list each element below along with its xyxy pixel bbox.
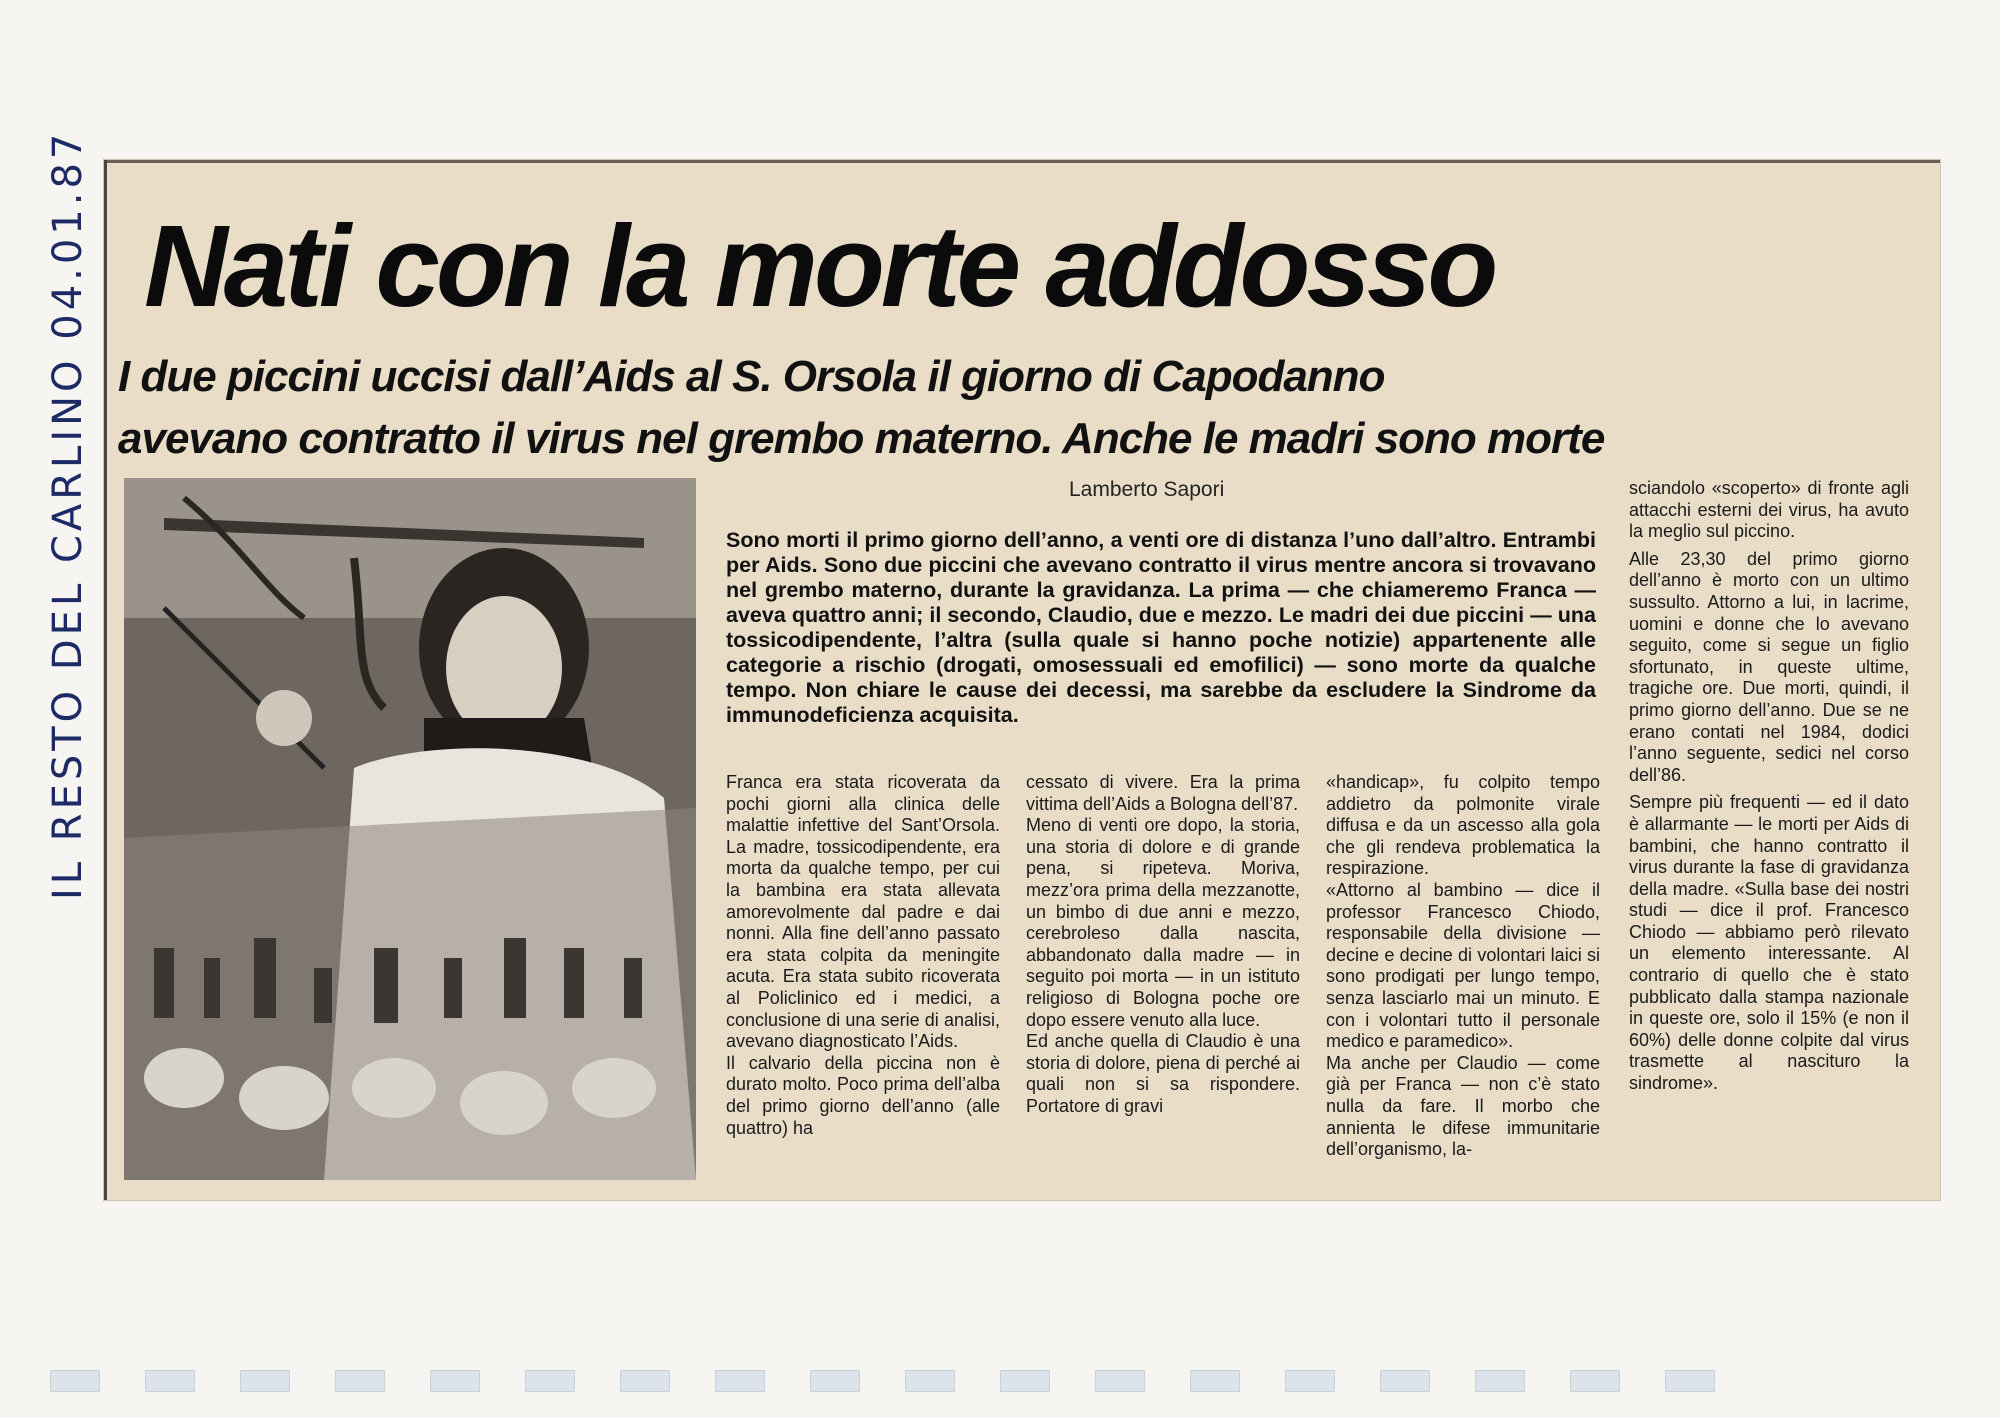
headline: Nati con la morte addosso bbox=[144, 201, 1495, 331]
binder-tab bbox=[335, 1370, 385, 1392]
binder-tab bbox=[810, 1370, 860, 1392]
top-rule bbox=[104, 160, 1940, 163]
binder-tab bbox=[905, 1370, 955, 1392]
binder-tab bbox=[1000, 1370, 1050, 1392]
binder-tab bbox=[50, 1370, 100, 1392]
binder-tab bbox=[1475, 1370, 1525, 1392]
subheadline-line1: I due piccini uccisi dall’Aids al S. Orsola il giorno di Capodanno bbox=[118, 352, 1385, 401]
binder-tabs bbox=[40, 1370, 1720, 1392]
paragraph: Il calvario della piccina non è durato molto. Poco prima dell’alba del primo giorno dell’anno (alle quattro) ha bbox=[726, 1052, 1000, 1138]
article-column-3 bbox=[1326, 772, 1600, 1161]
lede-paragraph: Sono morti il primo giorno dell’anno, a venti ore di distanza l’uno dall’altro. Entrambi per Aids. Sono due piccini che avevano contratto il virus mentre ancora si trovavano nel grembo materno, durante la gravidanza. La prima — che chiameremo Franca — aveva quattro anni; il secondo, Claudio, due e mezzo. Le madri dei due piccini — una tossicodipendente, l’altra (sulla quale si hanno poche notizie) appartenente alle categorie a rischio (drogati, omosessuali ed emofilici) — sono morte da qualche tempo. Non chiare le cause dei decessi, ma sarebbe da escludere la Sindrome da immunodeficienza acquisita. bbox=[726, 528, 1596, 727]
paragraph: Meno di venti ore dopo, la storia, una storia di dolore e di grande pena, si ripeteva. Moriva, mezz’ora prima della mezzanotte, un bimbo di due anni e mezzo, cerebroleso dalla nascita, abbandonato dalla madre — in seguito poi morta — in un istituto religioso di Bologna poche ore dopo essere venuto alla luce. bbox=[1026, 815, 1300, 1030]
binder-tab bbox=[240, 1370, 290, 1392]
binder-tab bbox=[1095, 1370, 1145, 1392]
newspaper-clipping bbox=[104, 160, 1940, 1200]
paragraph: Ma anche per Claudio — come già per Franca — non c’è stato nulla da fare. Il morbo che annienta le difese immunitarie dell’organismo, la- bbox=[1326, 1052, 1600, 1160]
subheadline bbox=[118, 346, 1878, 470]
paragraph: sciandolo «scoperto» di fronte agli attacchi esterni dei virus, ha avuto la meglio sul piccino. bbox=[1629, 478, 1909, 542]
paragraph: «handicap», fu colpito tempo addietro da polmonite virale diffusa e da un ascesso alla gola che gli rendeva problematica la respirazione. bbox=[1326, 772, 1600, 879]
paragraph: Ed anche quella di Claudio è una storia di dolore, piena di perché ai quali non si sa rispondere. Portatore di gravi bbox=[1026, 1031, 1300, 1116]
annotation-text: IL RESTO DEL CARLINO 04.01.87 bbox=[45, 129, 91, 900]
article-column-2 bbox=[1026, 772, 1300, 1118]
binder-tab bbox=[1570, 1370, 1620, 1392]
paragraph: Franca era stata ricoverata da pochi giorni alla clinica delle malattie infettive del Sant’Orsola. La madre, tossicodipendente, era morta da qualche tempo, per cui la bambina era stata allevata amorevolmente dal padre e dai nonni. Alla fine dell’anno passato era stata colpita da meningite acuta. Era stata subito ricoverata al Policlinico ed i medici, a conclusione di una serie di analisi, avevano diagnosticato l’Aids. bbox=[726, 772, 1000, 1052]
laboratory-photo bbox=[124, 478, 696, 1180]
article-column-4 bbox=[1629, 478, 1909, 1095]
binder-tab bbox=[620, 1370, 670, 1392]
binder-tab bbox=[145, 1370, 195, 1392]
subheadline-line2: avevano contratto il virus nel grembo materno. Anche le madri sono morte bbox=[118, 414, 1605, 463]
binder-tab bbox=[430, 1370, 480, 1392]
binder-tab bbox=[1380, 1370, 1430, 1392]
binder-tab bbox=[1285, 1370, 1335, 1392]
binder-tab bbox=[1190, 1370, 1240, 1392]
clipping-edge bbox=[104, 160, 107, 1200]
paragraph: «Attorno al bambino — dice il professor Francesco Chiodo, responsabile della divisione — decine e decine di volontari laici si sono prodigati per lungo tempo, senza lasciarlo mai un minuto. E con i volontari tutto il personale medico e paramedico». bbox=[1326, 879, 1600, 1052]
byline: Lamberto Sapori bbox=[1069, 478, 1225, 501]
binder-tab bbox=[1665, 1370, 1715, 1392]
binder-tab bbox=[525, 1370, 575, 1392]
photo-illustration bbox=[124, 478, 696, 1180]
article-column-1 bbox=[726, 772, 1000, 1139]
paragraph: Sempre più frequenti — ed il dato è allarmante — le morti per Aids di bambini, che hanno contratto il virus durante la fase di gravidanza della madre. «Sulla base dei nostri studi — dice il prof. Francesco Chiodo — abbiamo però rilevato un elemento interessante. Al contrario di quello che è stato pubblicato dalla stampa nazionale in queste ore, solo il 15% (e non il 60%) delle donne colpite dal virus trasmette al nascituro la sindrome». bbox=[1629, 792, 1909, 1094]
paragraph: Alle 23,30 del primo giorno dell’anno è morto con un ultimo sussulto. Attorno a lui, in lacrime, uomini e donne che lo avevano seguito, come si segue un figlio sfortunato, in queste ultime, tragiche ore. Due morti, quindi, il primo giorno dell’anno. Due se ne erano contati nel 1984, dodici l’anno seguente, sedici nel corso dell’86. bbox=[1629, 548, 1909, 785]
handwritten-annotation bbox=[35, 120, 105, 900]
binder-tab bbox=[715, 1370, 765, 1392]
paragraph: cessato di vivere. Era la prima vittima dell’Aids a Bologna dell’87. bbox=[1026, 772, 1300, 814]
